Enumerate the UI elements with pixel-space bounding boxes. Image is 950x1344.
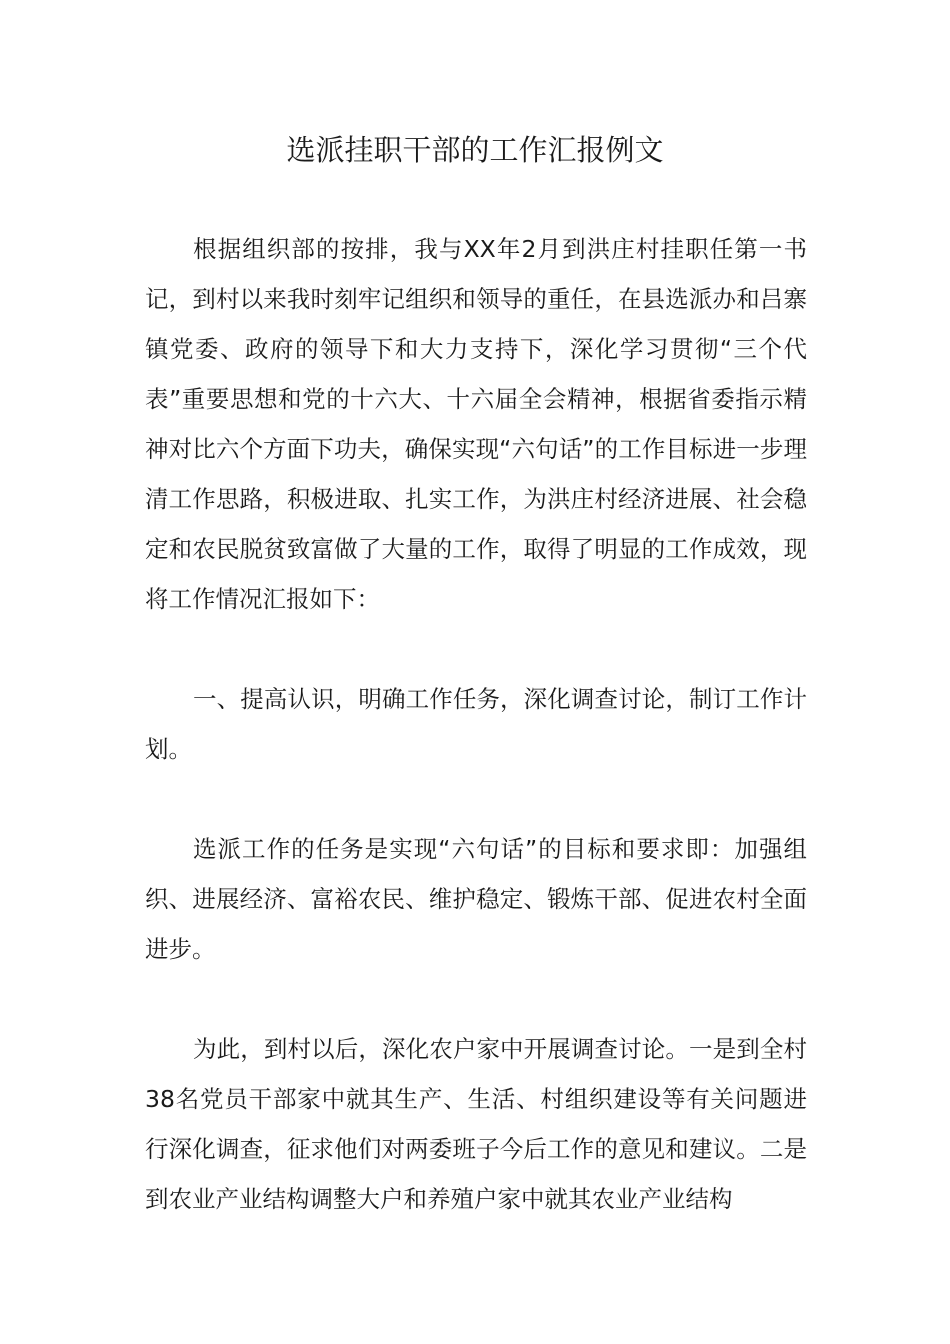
paragraph-task: 选派工作的任务是实现“六句话”的目标和要求即：加强组织、进展经济、富裕农民、维护稳定、锻炼干部、促进农村全面进步。 [145, 835, 807, 963]
document-title: 选派挂职干部的工作汇报例文 [286, 133, 664, 167]
paragraph-investigation: 为此，到村以后，深化农户家中开展调查讨论。一是到全村38名党员干部家中就其生产、生活、村组织建设等有关问题进行深化调查，征求他们对两委班子今后工作的意见和建议。二是到农业产业结构调整大户和养殖户家中就其农业产业结构 [145, 1035, 807, 1213]
paragraph-intro: 根据组织部的按排，我与XX年2月到洪庄村挂职任第一书记，到村以来我时刻牢记组织和领导的重任，在县选派办和吕寨镇党委、政府的领导下和大力支持下，深化学习贯彻“三个代表”重要思想和党的十六大、十六届全会精神，根据省委指示精神对比六个方面下功夫，确保实现“六句话”的工作目标进一步理清工作思路，积极进取、扎实工作，为洪庄村经济进展、社会稳定和农民脱贫致富做了大量的工作，取得了明显的工作成效，现将工作情况汇报如下： [145, 235, 807, 613]
paragraph-section-heading: 一、提高认识，明确工作任务，深化调查讨论，制订工作计划。 [145, 685, 807, 763]
